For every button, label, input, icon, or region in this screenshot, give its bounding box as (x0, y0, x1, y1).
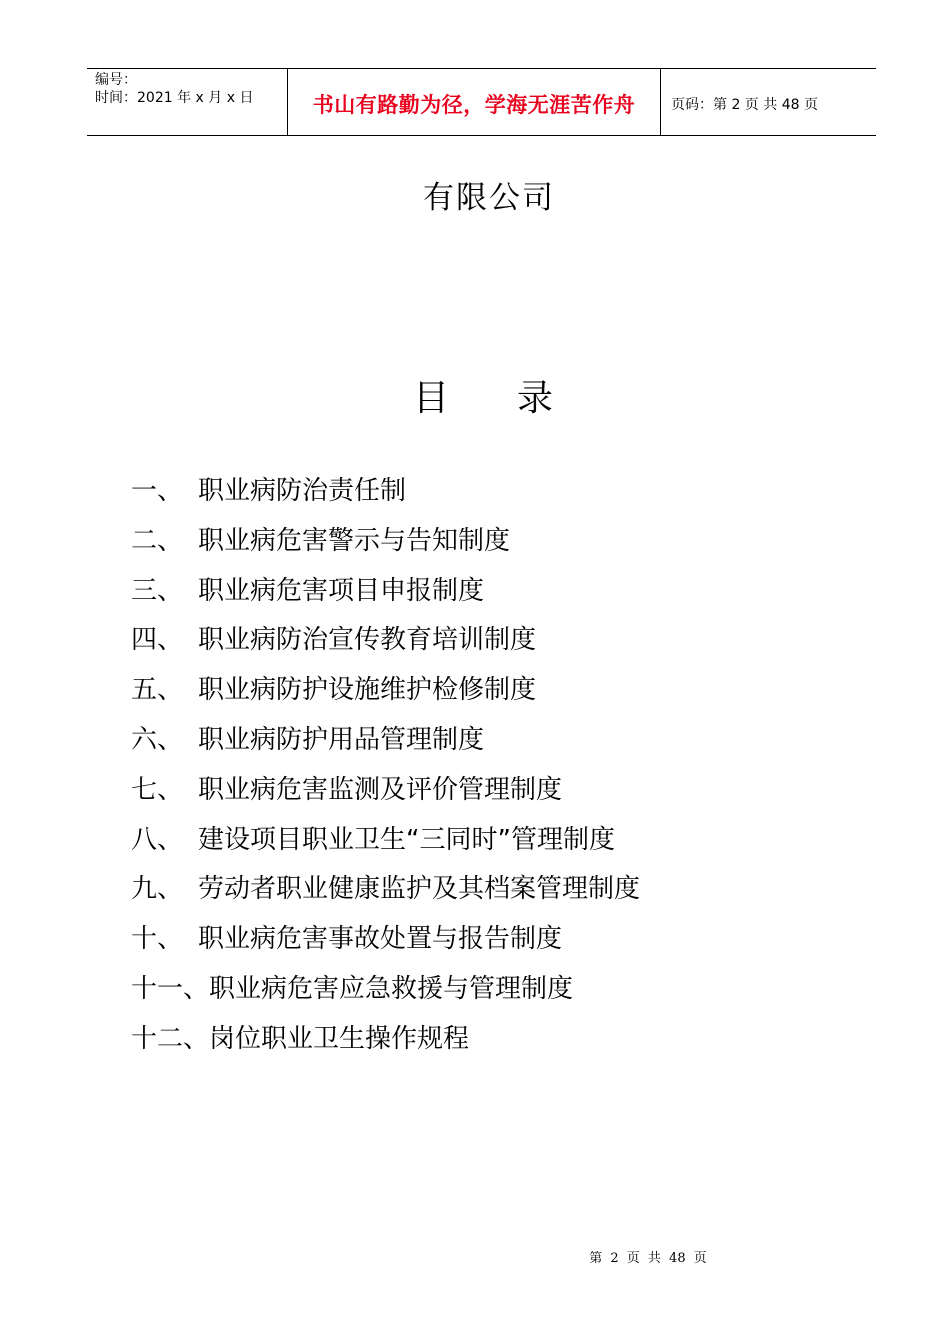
toc-item-label: 职业病危害警示与告知制度 (198, 525, 511, 556)
toc-item (131, 619, 640, 669)
toc-item (131, 470, 640, 520)
toc-item (131, 918, 640, 968)
toc-item-label: 职业病危害项目申报制度 (198, 575, 485, 606)
toc-item-number: 六、 (131, 724, 184, 755)
toc-item-label: 职业病危害事故处置与报告制度 (198, 924, 563, 955)
toc-item (131, 570, 640, 620)
company-title: 有限公司 (423, 180, 555, 216)
header-motto-cell (288, 69, 661, 135)
toc-item-number: 九、 (131, 874, 184, 905)
toc-item-label: 职业病危害应急救援与管理制度 (209, 973, 574, 1004)
toc-item-label: 建设项目职业卫生“三同时”管理制度 (198, 824, 615, 855)
toc-item-number: 五、 (131, 675, 184, 706)
toc-item (131, 819, 640, 869)
toc-item (131, 1018, 640, 1068)
toc-item-label: 岗位职业卫生操作规程 (209, 1023, 470, 1054)
toc-item (131, 769, 640, 819)
toc-title (0, 370, 950, 421)
toc-item (131, 520, 640, 570)
page-info-text: 页码：第 2 页 共 48 页 (671, 97, 818, 113)
toc-item-number: 七、 (131, 774, 184, 805)
toc-item-number: 四、 (131, 625, 184, 656)
motto-text: 书山有路勤为径，学海无涯苦作舟 (312, 93, 636, 117)
time-label: 时间：2021 年 x 月 x 日 (95, 90, 254, 106)
toc-item-number: 十、 (131, 924, 184, 955)
toc-item-label: 职业病防治宣传教育培训制度 (198, 625, 537, 656)
toc-item-label: 劳动者职业健康监护及其档案管理制度 (198, 874, 641, 905)
toc-item-label: 职业病危害监测及评价管理制度 (198, 774, 563, 805)
header-meta-cell (87, 69, 288, 135)
page-footer: 第 2 页 共 48 页 (589, 1251, 707, 1266)
toc-item-number: 八、 (131, 824, 184, 855)
toc-item-number: 十一、 (131, 973, 210, 1004)
toc-item (131, 968, 640, 1018)
toc-title-left: 目 (412, 378, 449, 419)
toc-item-number: 二、 (131, 525, 184, 556)
toc-item (131, 719, 640, 769)
toc-title-right: 录 (517, 378, 554, 419)
toc-item-number: 十二、 (131, 1023, 210, 1054)
serial-number-label: 编号： (95, 72, 137, 88)
table-of-contents (131, 470, 640, 1068)
toc-item-number: 一、 (131, 476, 184, 506)
toc-item (131, 868, 640, 918)
header-page-cell (661, 69, 876, 135)
toc-item (131, 669, 640, 719)
toc-item-number: 三、 (131, 575, 184, 606)
toc-item-label: 职业病防护设施维护检修制度 (198, 675, 537, 706)
toc-item-label: 职业病防治责任制 (198, 476, 407, 506)
toc-item-label: 职业病防护用品管理制度 (198, 724, 485, 755)
document-header (87, 68, 876, 136)
